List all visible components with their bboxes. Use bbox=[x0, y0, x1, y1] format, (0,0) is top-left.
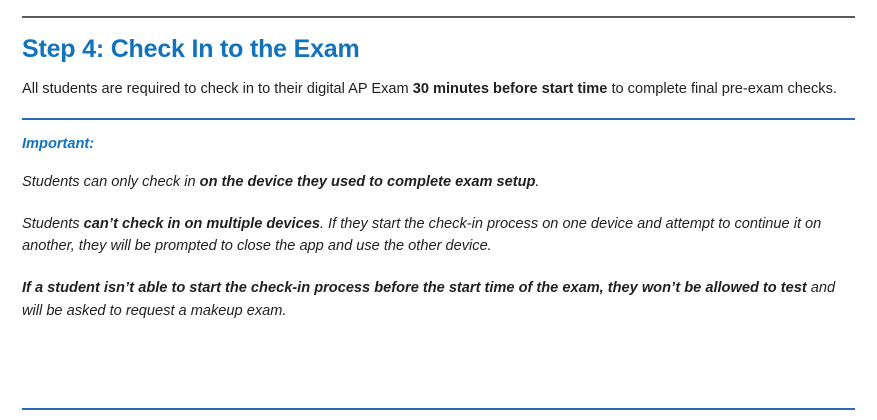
note-item-3 bbox=[22, 277, 855, 321]
note-2-part1: Students bbox=[22, 216, 84, 233]
intro-emphasis: 30 minutes before start time bbox=[412, 80, 608, 97]
section-divider-bottom bbox=[22, 408, 855, 410]
note-2-emphasis: can’t check in on multiple devices bbox=[83, 216, 320, 233]
page-title: Step 4: Check In to the Exam bbox=[22, 35, 360, 63]
intro-text-part2: to complete final pre-exam checks. bbox=[607, 80, 837, 97]
note-1-emphasis: on the device they used to complete exam setup bbox=[199, 173, 536, 190]
important-label: Important: bbox=[22, 135, 95, 152]
intro-text-part1: All students are required to check in to their digital AP Exam bbox=[22, 80, 413, 97]
note-2-part2: . If they start the check-in process on one device and attempt to continue it on another, they will be prompted to close the app and use the other device. bbox=[22, 216, 822, 255]
note-item-2 bbox=[22, 213, 855, 257]
note-3-part2: and will be asked to request a makeup exam. bbox=[22, 280, 836, 319]
note-1-part2: . bbox=[535, 173, 540, 190]
note-3-emphasis: If a student isn’t able to start the check-in process before the start time of the exam, they won’t be allowed to test bbox=[22, 280, 807, 297]
section-divider-top bbox=[22, 118, 855, 120]
top-divider bbox=[22, 16, 855, 18]
note-item-1 bbox=[22, 171, 855, 193]
note-1-part1: Students can only check in bbox=[22, 173, 200, 190]
intro-paragraph bbox=[22, 78, 855, 100]
document-page bbox=[0, 16, 877, 420]
